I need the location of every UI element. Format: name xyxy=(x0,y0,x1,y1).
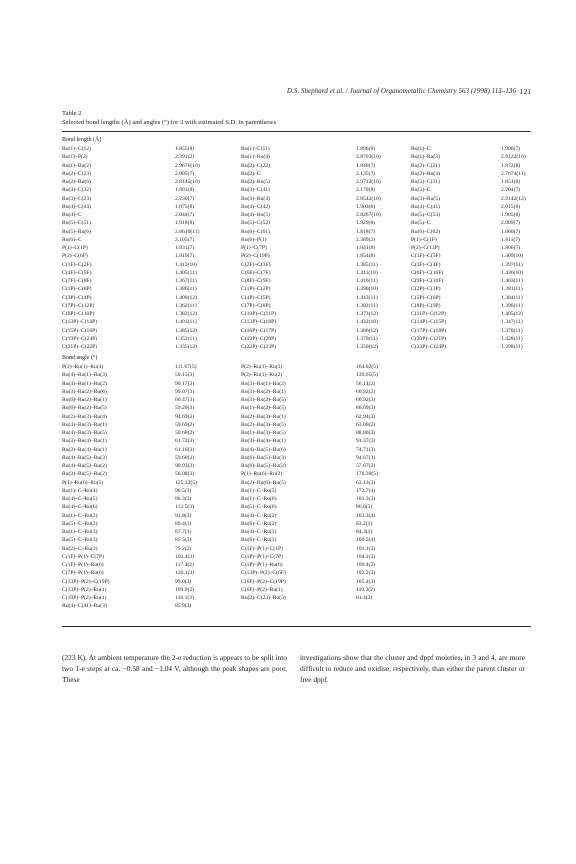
bond-label-cell: C(1F)–P(1)–C(1P) xyxy=(241,545,283,552)
bond-value-cell: 81.4(3) xyxy=(356,595,373,601)
bond-value-cell: 102.2(3) xyxy=(356,570,376,577)
bond-label-cell: Ru(4)–Ru(3)–Ru(1) xyxy=(62,421,107,428)
bond-value-cell: 1.385(12) xyxy=(175,327,197,334)
bond-value-cell: 99.07(3) xyxy=(175,388,195,395)
bond-value-cell: 86.69(3) xyxy=(356,405,376,412)
bond-label-cell: Ru(6)–Ru(2)–Ru(1) xyxy=(62,397,107,403)
bond-label-cell: C(5P)–C(6P) xyxy=(411,294,441,301)
bond-label-cell: Ru(2)–C(23) xyxy=(62,170,91,177)
bond-label-cell: P(1)–Ru(6)–Ru(2) xyxy=(241,471,283,478)
bond-label-cell: C(1P)–C(6P) xyxy=(62,286,92,293)
bond-label-cell: C(10P)–C(11P) xyxy=(241,311,276,317)
bond-label-cell: Ru(6)–C–Ru(2) xyxy=(241,520,277,527)
bond-value-cell: 56.14(2) xyxy=(356,380,376,387)
bond-value-cell: 1.386(12) xyxy=(356,327,378,334)
bond-label-cell: Ru(6)–C–Ru(3) xyxy=(241,537,277,544)
bond-label-cell: Ru(5)–C–Ru(2) xyxy=(62,520,98,527)
bond-label-cell: Ru(6)–C(61) xyxy=(241,228,270,235)
bond-label-cell: C(7F)–C(8F) xyxy=(62,278,92,284)
bond-value-cell: 1.381(11) xyxy=(501,286,523,293)
bond-value-cell: 94.67(3) xyxy=(356,454,376,461)
bond-label-cell: Ru(3)–C(31) xyxy=(411,179,440,185)
table-top-rule xyxy=(62,131,531,132)
running-head: D.S. Shephard et al. / Journal of Organometallic Chemistry 563 (1998) 113–136 xyxy=(286,87,516,95)
bond-label-cell: C(8F)–C(9F) xyxy=(241,278,271,284)
bond-value-cell: 59.20(3) xyxy=(175,405,195,412)
bond-label-cell: C(3F)–C(4F) xyxy=(411,261,441,268)
bond-value-cell: 2.170(8) xyxy=(356,187,376,194)
bond-label-cell: C(1F)–P(1)–Ru(6) xyxy=(62,562,104,568)
bond-label-cell: Ru(2)–Ru(5) xyxy=(241,179,270,185)
bond-label-cell: Ru(1)–C–Ru(4) xyxy=(62,487,98,494)
bond-value-cell: 2.8610(11) xyxy=(175,228,200,235)
bond-value-cell: 2.135(7) xyxy=(356,170,376,177)
bond-value-cell: 1.854(8) xyxy=(356,253,376,260)
bond-label-cell: Ru(3)–Ru(2)–Ru(6) xyxy=(62,388,107,395)
bond-label-cell: P(2)–Ru(1)–Ru(3) xyxy=(241,364,283,370)
bond-label-cell: C(2P)–C(3P) xyxy=(411,286,441,293)
bond-value-cell: 1.929(8) xyxy=(356,220,376,227)
bond-value-cell: 57.67(2) xyxy=(356,463,376,469)
bond-label-cell: Ru(1)–Ru(3) xyxy=(411,154,440,161)
bond-value-cell: 90.93(3) xyxy=(175,463,195,469)
bond-value-cell: 62.94(3) xyxy=(356,413,376,420)
bond-label-cell: C(7P)–P(1)–Ru(6) xyxy=(62,570,104,577)
bond-value-cell: 1.872(8) xyxy=(501,162,521,169)
bond-label-cell: Ru(1)–C(12) xyxy=(62,146,91,152)
bond-label-cell: C(19P)–C(20P) xyxy=(241,335,277,342)
bond-label-cell: Ru(1)–P(2) xyxy=(62,154,88,161)
bond-value-cell: 1.891(8) xyxy=(175,187,195,194)
bond-label-cell: Ru(1)–C–Ru(6) xyxy=(241,496,277,502)
bond-value-cell: 2.8542(10) xyxy=(356,195,381,202)
bond-label-cell: C(11P)–C(12P) xyxy=(411,311,446,317)
bond-label-cell: Ru(4)–C(41) xyxy=(411,203,440,210)
bond-label-cell: P(1)–C(1F) xyxy=(411,236,437,243)
bond-value-cell: 2.389(2) xyxy=(356,236,376,243)
bond-label-cell: Ru(1)–Ru(2) xyxy=(62,162,91,169)
bond-label-cell: C(4F)–C(5F) xyxy=(62,269,92,276)
bond-value-cell: 60.92(3) xyxy=(356,397,376,403)
bond-value-cell: 1.352(11) xyxy=(175,335,197,342)
bond-value-cell: 1.819(7) xyxy=(175,253,195,260)
bond-label-cell: Ru(4)–C–Ru(5) xyxy=(62,496,98,502)
bond-label-cell: C(1F)–C(5F) xyxy=(411,253,441,260)
bond-value-cell: 1.385(11) xyxy=(356,261,378,268)
bond-value-cell: 1.831(7) xyxy=(175,245,195,251)
bond-label-cell: Ru(3)–Ru(4)–Ru(1) xyxy=(241,438,286,445)
bond-value-cell: 59.69(2) xyxy=(175,421,195,428)
bond-label-cell: Ru(1)–Ru(4) xyxy=(241,154,270,161)
bond-value-cell: 111.67(5) xyxy=(175,364,197,370)
bond-label-cell: C(23P)–C(24P) xyxy=(411,344,447,350)
bond-value-cell: 59.15(3) xyxy=(175,372,195,379)
bond-value-cell: 112.5(3) xyxy=(175,504,194,511)
bond-label-cell: C(1P)–C(2P) xyxy=(241,286,271,293)
bond-value-cell: 1.347(11) xyxy=(501,319,523,326)
bond-value-cell: 83.2(3) xyxy=(356,520,373,527)
bond-value-cell: 1.409(10) xyxy=(501,253,523,260)
bond-value-cell: 1.379(11) xyxy=(356,335,378,342)
bond-value-cell: 2.230(7) xyxy=(175,195,195,202)
bond-value-cell: 1.384(11) xyxy=(501,294,523,301)
bond-label-cell: C(1P)–P(1)–Ru(6) xyxy=(241,562,283,568)
bond-label-cell: Ru(1)–C–Ru(2) xyxy=(62,512,98,519)
bond-value-cell: 1.851(8) xyxy=(501,179,521,185)
bond-value-cell: 1.818(7) xyxy=(356,228,376,235)
bond-value-cell: 102.4(3) xyxy=(175,553,195,560)
bond-label-cell: Ru(4)–C(41)–Ru(3) xyxy=(62,603,107,610)
bond-value-cell: 1.373(12) xyxy=(356,311,378,317)
bond-value-cell: 101.1(3) xyxy=(356,545,376,552)
bond-label-cell: Ru(2)–C xyxy=(241,170,261,177)
bond-label-cell: Ru(4)–Ru(1)–Ru(3) xyxy=(62,372,107,379)
bond-label-cell: Ru(5)–C xyxy=(411,220,431,227)
bond-label-cell: C(6F)–P(2)–Ru(1) xyxy=(241,586,283,593)
bond-label-cell: Ru(5)–C(53) xyxy=(411,212,440,218)
bond-length-heading: Bond length (Å) xyxy=(62,137,102,143)
bond-label-cell: C(1F)–P(1)–C(7P) xyxy=(62,553,104,560)
bond-label-cell: C(13P)–P(2)–C(19P) xyxy=(62,578,110,585)
bond-label-cell: Ru(5)–C–Ru(3) xyxy=(62,537,98,544)
bond-label-cell: P(2)–C(13P) xyxy=(411,245,440,251)
bond-value-cell: 1.806(7) xyxy=(501,245,521,251)
bond-label-cell: Ru(1)–C–Ru(3) xyxy=(62,529,98,535)
bond-angle-heading: Bond angle (°) xyxy=(62,355,98,361)
bond-value-cell: 1.811(7) xyxy=(501,236,520,243)
bond-value-cell: 1.996(7) xyxy=(501,146,521,152)
body-text-left-column xyxy=(62,653,287,685)
bond-label-cell: Ru(6)–Ru(5)–Ru(3) xyxy=(241,454,286,461)
bond-value-cell: 61.72(3) xyxy=(175,438,195,445)
bond-label-cell: P(1)–C(7P) xyxy=(241,245,267,251)
bond-value-cell: 1.367(11) xyxy=(175,278,197,284)
bond-value-cell: 94.69(3) xyxy=(175,413,195,420)
bond-value-cell: 86.3(3) xyxy=(175,496,192,502)
bond-value-cell: 2.044(7) xyxy=(175,212,195,218)
bond-label-cell: C(14P)–C(15P) xyxy=(411,319,447,326)
bond-label-cell: Ru(3)–Ru(5) xyxy=(411,195,440,202)
bond-value-cell: 1.860(7) xyxy=(501,228,521,235)
bond-label-cell: C(19P)–C(24P) xyxy=(62,335,98,342)
bond-value-cell: 1.405(11) xyxy=(175,269,197,276)
bond-value-cell: 1.386(11) xyxy=(175,286,197,293)
bond-label-cell: Ru(4)–Ru(5)–Ru(2) xyxy=(62,463,107,469)
bond-value-cell: 1.401(11) xyxy=(175,319,197,326)
table-caption: Selected bond lengths (Å) and angles (°) for 3 with estimated S.D. in parentheses xyxy=(62,119,277,126)
bond-value-cell: 101.3(3) xyxy=(356,496,376,502)
bond-value-cell: 1.409(12) xyxy=(175,294,197,301)
bond-value-cell: 63.00(2) xyxy=(356,421,376,428)
bond-label-cell: C(6F)–P(2)–C(19P) xyxy=(241,578,286,585)
bond-value-cell: 2.9712(10) xyxy=(356,179,381,185)
bond-label-cell: Ru(4)–Ru(1)–Ru(2) xyxy=(62,380,107,387)
bond-label-cell: Ru(4)–C(42) xyxy=(241,203,270,210)
bond-label-cell: C(7P)–C(8P) xyxy=(241,302,271,309)
bond-label-cell: P(2)–Ru(1)–Ru(4) xyxy=(62,364,104,370)
body-text-right-column xyxy=(300,653,525,685)
bond-value-cell: 61.16(3) xyxy=(175,446,195,453)
table-bottom-rule xyxy=(62,626,531,627)
bond-label-cell: Ru(1)–C xyxy=(411,146,431,152)
bond-value-cell: 172.7(4) xyxy=(356,487,376,494)
bond-label-cell: C(20P)–C(21P) xyxy=(411,335,447,342)
bond-value-cell: 120.1(3) xyxy=(175,570,195,577)
bond-label-cell: Ru(3)–Ru(4)–Ru(1) xyxy=(62,446,107,453)
bond-value-cell: 1.370(11) xyxy=(501,327,523,334)
bond-label-cell: P(2)–C(6F) xyxy=(62,253,88,260)
bond-label-cell: C(22P)–C(23P) xyxy=(241,344,277,350)
bond-label-cell: Ru(5)–C(51) xyxy=(62,220,91,227)
bond-value-cell: 2.089(7) xyxy=(501,220,521,227)
bond-label-cell: Ru(2)–Ru(3)–Ru(5) xyxy=(241,421,286,428)
bond-label-cell: C(15P)–C(16P) xyxy=(62,327,98,334)
bond-value-cell: 118.1(3) xyxy=(175,595,194,601)
bond-label-cell: Ru(3)–C(32) xyxy=(62,187,91,194)
bond-label-cell: Ru(4)–Ru(3)–Ru(5) xyxy=(62,430,107,436)
bond-label-cell: Ru(2)–Ru(6)–Ru(5) xyxy=(241,479,286,486)
bond-value-cell: 139.65(5) xyxy=(356,372,378,379)
bond-label-cell: P(2)–Ru(1)–Ru(2) xyxy=(241,372,283,379)
bond-label-cell: Ru(2)–C–Ru(3) xyxy=(62,545,98,552)
bond-label-cell: C(8P)–C(9P) xyxy=(411,302,441,309)
bond-value-cell: 1.840(7) xyxy=(356,162,376,169)
bond-value-cell: 119.2(2) xyxy=(356,586,375,593)
bond-label-cell: Ru(4)–Ru(5) xyxy=(241,212,270,218)
bond-value-cell: 1.335(12) xyxy=(175,344,197,350)
bond-value-cell: 1.903(8) xyxy=(356,203,376,210)
bond-value-cell: 1.416(11) xyxy=(356,278,378,284)
body-paragraph-left: (223 K). At ambient temperature the 2-e reduction is appears to be split into two 1-e steps at ca. −0.58 and −1.04 V, although the peak shapes are poor. These xyxy=(62,653,287,684)
bond-label-cell: Ru(5)–Ru(6) xyxy=(62,228,91,235)
bond-value-cell: 74.71(3) xyxy=(356,446,376,453)
bond-label-cell: C(1F)–C(2F) xyxy=(62,261,92,268)
bond-label-cell: C(13P)–C(14P) xyxy=(62,319,98,326)
bond-value-cell: 1.398(11) xyxy=(501,344,523,350)
bond-label-cell: C(6F)–C(7F) xyxy=(241,269,271,276)
bond-value-cell: 91.8(3) xyxy=(175,512,192,519)
bond-label-cell: C(13P)–P(2)–Ru(1) xyxy=(62,586,107,593)
bond-value-cell: 1.362(11) xyxy=(175,302,197,309)
bond-label-cell: C(9F)–C(10F) xyxy=(411,278,444,284)
bond-label-cell: Ru(3)–Ru(4)–Ru(1) xyxy=(62,438,107,445)
bond-value-cell: 1.436(10) xyxy=(501,269,523,276)
bond-value-cell: 109.4(2) xyxy=(356,562,376,568)
bond-label-cell: C(4P)–C(5P) xyxy=(241,294,271,301)
bond-label-cell: Ru(3)–Ru(4) xyxy=(241,195,270,202)
bond-value-cell: 2.9122(10) xyxy=(501,154,526,161)
bond-value-cell: 79.2(2) xyxy=(175,545,192,552)
bond-value-cell: 59.60(2) xyxy=(175,454,195,461)
bond-value-cell: 160.5(4) xyxy=(356,537,376,544)
bond-label-cell: Ru(6)–Ru(2)–Ru(5) xyxy=(62,405,107,412)
bond-label-cell: Ru(4)–C–Ru(6) xyxy=(62,504,98,511)
bond-label-cell: Ru(3)–C(23) xyxy=(62,195,91,202)
bond-label-cell: Ru(2)–C(23)–Ru(3) xyxy=(241,595,286,601)
bond-label-cell: C(9P)–C(10P) xyxy=(62,311,95,317)
bond-label-cell: P(1)–C(1P) xyxy=(62,245,88,251)
bond-value-cell: 91.37(3) xyxy=(356,438,376,445)
bond-value-cell: 1.918(8) xyxy=(175,220,195,227)
bond-value-cell: 164.02(5) xyxy=(356,364,378,370)
bond-value-cell: 1.896(8) xyxy=(356,146,376,152)
bond-value-cell: 1.397(11) xyxy=(501,261,523,268)
bond-label-cell: C(19P)–P(2)–Ru(1) xyxy=(62,595,107,601)
bond-value-cell: 2.015(8) xyxy=(501,203,521,210)
bond-value-cell: 89.4(3) xyxy=(175,520,192,527)
bond-value-cell: 2.8267(10) xyxy=(356,212,381,218)
bond-label-cell: Ru(2)–Ru(3) xyxy=(411,170,440,177)
bond-label-cell: Ru(1)–Ru(3)–Ru(5) xyxy=(241,430,286,436)
bond-value-cell: 1.855(8) xyxy=(175,146,195,152)
bond-value-cell: 56.08(3) xyxy=(175,471,195,478)
bond-label-cell: Ru(1)–Ru(2)–Ru(5) xyxy=(241,405,286,412)
bond-label-cell: Ru(6)–P(1) xyxy=(241,236,267,243)
bond-value-cell: 87.7(3) xyxy=(175,529,192,535)
bond-value-cell: 170.30(5) xyxy=(356,471,378,478)
bond-label-cell: Ru(4)–C–Ru(3) xyxy=(241,529,277,535)
bond-label-cell: Ru(3)–C(41) xyxy=(241,187,270,194)
bond-label-cell: Ru(3)–Ru(2)–Ru(1) xyxy=(241,388,286,395)
bond-label-cell: C(13P)–P(2)–C(6F) xyxy=(241,570,286,577)
bond-value-cell: 1.413(10) xyxy=(175,261,197,268)
bond-value-cell: 1.841(8) xyxy=(356,245,376,251)
bond-label-cell: C(13P)–C(18P) xyxy=(241,319,277,326)
bond-label-cell: Ru(4)–C–Ru(2) xyxy=(241,512,277,519)
bond-value-cell: 105.4(3) xyxy=(356,578,376,585)
bond-value-cell: 63.13(3) xyxy=(356,479,376,486)
bond-value-cell: 84.3(3) xyxy=(356,529,373,535)
bond-value-cell: 2.204(7) xyxy=(501,187,521,194)
bond-label-cell: C(16P)–C(17P) xyxy=(241,327,277,334)
bond-value-cell: 1.405(12) xyxy=(501,311,523,317)
bond-value-cell: 90.17(3) xyxy=(175,380,195,387)
bond-value-cell: 2.105(7) xyxy=(175,236,195,243)
bond-value-cell: 2.005(7) xyxy=(175,170,195,177)
bond-value-cell: 2.8145(10) xyxy=(175,179,200,185)
bond-value-cell: 1.382(12) xyxy=(175,311,197,317)
bond-value-cell: 2.391(2) xyxy=(175,154,195,161)
bond-value-cell: 2.9676(10) xyxy=(175,162,200,169)
bond-label-cell: Ru(1)–C(11) xyxy=(241,146,270,152)
bond-label-cell: Ru(3)–Ru(2)–Ru(5) xyxy=(241,397,286,403)
bond-label-cell: C(17P)–C(18P) xyxy=(411,327,447,334)
bond-value-cell: 1.443(11) xyxy=(356,294,378,301)
bond-label-cell: Ru(2)–Ru(3)–Ru(1) xyxy=(241,413,286,420)
bond-label-cell: Ru(6)–C xyxy=(62,236,82,243)
bond-label-cell: P(2)–C(19P) xyxy=(241,253,270,260)
bond-label-cell: Ru(5)–C(52) xyxy=(241,220,270,227)
bond-label-cell: Ru(1)–C–Ru(5) xyxy=(241,487,277,494)
bond-value-cell: 117.4(2) xyxy=(175,562,194,568)
bond-value-cell: 99.0(3) xyxy=(175,578,192,585)
bond-label-cell: Ru(5)–C–Ru(6) xyxy=(241,504,277,511)
bond-value-cell: 1.428(11) xyxy=(501,335,523,342)
bond-label-cell: C(3P)–C(4P) xyxy=(62,294,92,301)
bond-value-cell: 109.9(2) xyxy=(175,586,195,593)
bond-value-cell: 85.9(3) xyxy=(175,603,192,610)
bond-value-cell: 66.47(3) xyxy=(175,397,195,403)
bond-value-cell: 125.32(5) xyxy=(175,479,197,486)
bond-value-cell: 1.382(11) xyxy=(356,302,378,309)
bond-value-cell: 1.390(10) xyxy=(356,286,378,293)
bond-label-cell: C(2F)–C(3F) xyxy=(241,261,271,268)
bond-label-cell: P(1)–Ru(6)–Ru(5) xyxy=(62,479,104,486)
bond-value-cell: 1.905(8) xyxy=(501,212,521,218)
bond-value-cell: 1.396(11) xyxy=(501,302,523,309)
bond-value-cell: 2.8703(10) xyxy=(356,154,381,161)
bond-label-cell: Ru(4)–Ru(5)–Ru(6) xyxy=(241,446,286,453)
bond-label-cell: Ru(2)–Ru(6) xyxy=(62,179,91,185)
page-number: 121 xyxy=(519,87,531,96)
bond-value-cell: 1.432(10) xyxy=(356,319,378,326)
bond-value-cell: 86.0(3) xyxy=(356,504,373,511)
bond-value-cell: 163.3(4) xyxy=(356,512,376,519)
bond-label-cell: C(21P)–C(22P) xyxy=(62,344,98,350)
bond-label-cell: Ru(4)–C xyxy=(62,212,82,218)
bond-label-cell: Ru(2)–Ru(3)–Ru(4) xyxy=(62,413,107,420)
bond-value-cell: 2.7674(11) xyxy=(501,170,526,177)
bond-value-cell: 1.411(10) xyxy=(356,269,378,276)
bond-label-cell: Ru(4)–C(43) xyxy=(62,203,91,210)
bond-value-cell: 60.92(2) xyxy=(356,388,376,395)
bond-label-cell: Ru(2)–C(21) xyxy=(411,162,440,169)
bond-value-cell: 85.5(3) xyxy=(175,537,192,544)
bond-value-cell: 1.403(11) xyxy=(501,278,523,284)
bond-label-cell: Ru(6)–C(62) xyxy=(411,228,440,235)
bond-value-cell: 88.80(3) xyxy=(356,430,376,436)
table-label: Table 2 xyxy=(62,110,82,117)
bond-value-cell: 104.1(3) xyxy=(356,553,376,560)
bond-value-cell: 2.9142(12) xyxy=(501,195,526,202)
bond-label-cell: Ru(3)–C xyxy=(411,187,431,194)
bond-label-cell: Ru(2)–C(22) xyxy=(241,162,270,169)
bond-label-cell: C(6F)–C(10F) xyxy=(411,269,444,276)
bond-label-cell: C(1P)–P(1)–C(7P) xyxy=(241,553,283,560)
bond-value-cell: 1.350(12) xyxy=(356,344,378,350)
bond-value-cell: 58.68(2) xyxy=(175,430,195,436)
bond-value-cell: 1.875(8) xyxy=(175,203,195,210)
bond-label-cell: Ru(3)–Ru(5)–Ru(2) xyxy=(62,471,107,478)
bond-label-cell: Ru(6)–Ru(5)–Ru(2) xyxy=(241,463,286,469)
bond-value-cell: 90.5(3) xyxy=(175,487,192,494)
body-paragraph-right: investigations show that the cluster and dppf moieties, in 3 and 4, are more difficult to reduce and oxidise, respectively, than either the parent cluster or free dppf. xyxy=(300,653,525,684)
bond-label-cell: Ru(4)–Ru(5)–Ru(3) xyxy=(62,454,107,461)
bond-label-cell: C(7P)–C(12P) xyxy=(62,302,95,309)
bond-label-cell: Ru(3)–Ru(1)–Ru(2) xyxy=(241,380,286,387)
